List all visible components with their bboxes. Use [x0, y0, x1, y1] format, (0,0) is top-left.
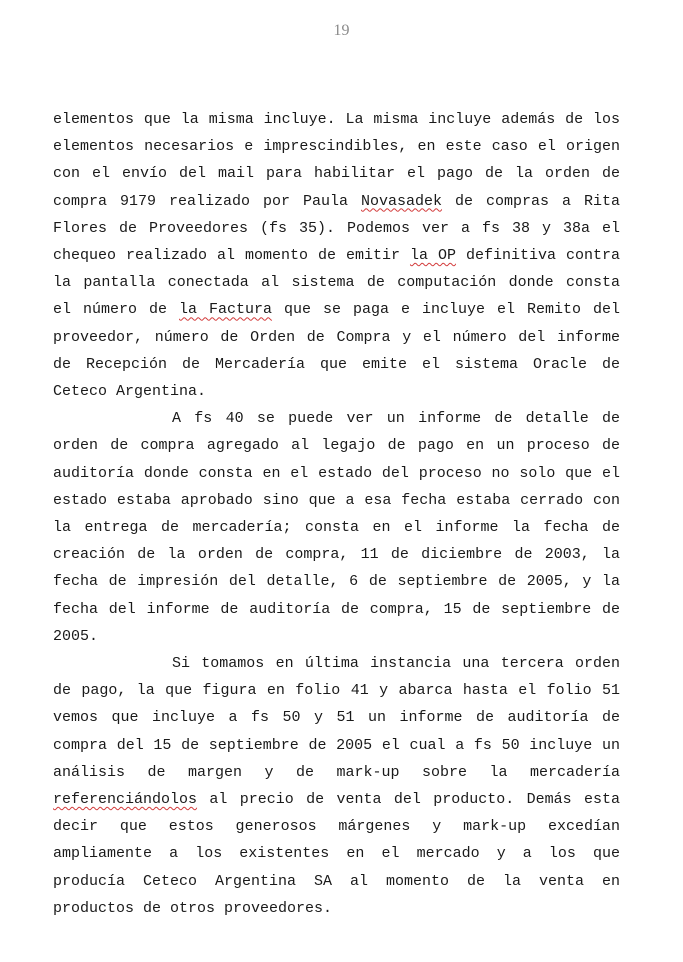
- paragraph-text: de compras a Rita Flores de Proveedores (fs 35). Podemos ver a fs 38 y 38a el chequeo realizado al momento de emitir: [53, 192, 621, 265]
- paragraph-1: [53, 106, 620, 405]
- document-body: [53, 106, 620, 922]
- page-number: 19: [333, 22, 350, 39]
- paragraph-3: [53, 650, 620, 922]
- paragraph-text: definitiva contra la pantalla conectada al sistema de computación donde consta el número de: [53, 247, 620, 319]
- paragraph-text: que se paga e incluye el Remito del proveedor, número de Orden de Compra y el número del informe de Recepción de Mercadería que emite el sistema Oracle de Ceteco Argentina.: [53, 301, 620, 401]
- spellcheck-flagged-phrase: la Factura: [179, 301, 273, 319]
- paragraph-text: al precio de venta del producto. Demás esta decir que estos generosos márgenes y mark-up excedían ampliamente a los existentes en el mercado y a los que producía Ceteco Argentina SA al momento de la venta en productos de otros proveedores.: [53, 791, 620, 917]
- paragraph-2: [53, 405, 620, 650]
- spellcheck-flagged-word: referenciándolos: [53, 791, 198, 809]
- spellcheck-flagged-word: Novasadek: [361, 192, 443, 210]
- paragraph-text: A fs 40 se puede ver un informe de detalle de orden de compra agregado al legajo de pago en un proceso de auditoría donde consta en el estado del proceso no solo que el estado estaba aprobado sino que a esa fecha estaba cerrado con la entrega de mercadería; consta en el informe la fecha de creación de la orden de compra, 11 de diciembre de 2003, la fecha de impresión del detalle, 6 de septiembre de 2005, y la fecha del informe de auditoría de compra, 15 de septiembre de 2005.: [53, 410, 620, 645]
- spellcheck-flagged-phrase: la OP: [409, 247, 456, 265]
- paragraph-text: elementos que la misma incluye. La misma incluye además de los elementos necesarios e imprescindibles, en este caso el origen con el envío del mail para habilitar el pago de la orden de compra 9179 realizado por Paula: [53, 111, 620, 210]
- paragraph-text: Si tomamos en última instancia una tercera orden de pago, la que figura en folio 41 y abarca hasta el folio 51 vemos que incluye a fs 50 y 51 un informe de auditoría de compra del 15 de septiembre de 2005 el cual a fs 50 incluye un análisis de margen y de mark-up sobre la mercadería: [53, 655, 620, 781]
